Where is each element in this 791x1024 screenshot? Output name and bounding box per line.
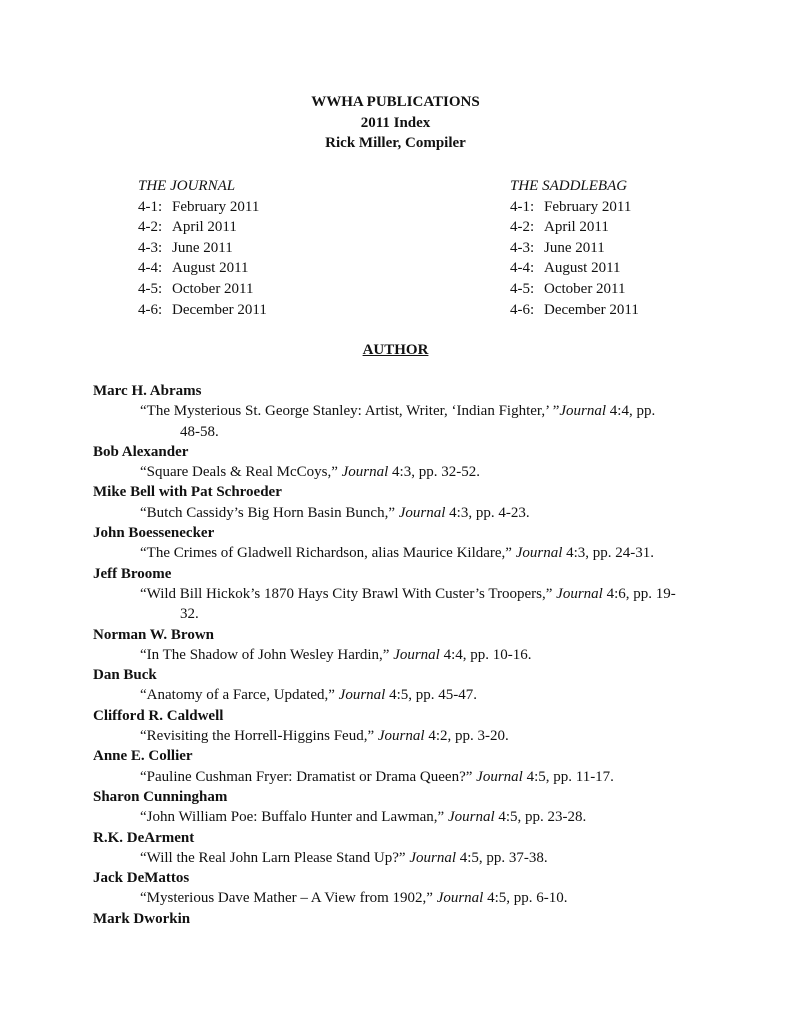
citation-continuation: 32.	[180, 606, 199, 623]
issue-date: December 2011	[544, 301, 639, 318]
index-entry	[93, 381, 703, 442]
volume-pages: 4:3, pp. 4-23.	[445, 504, 530, 521]
issue-code: 4-4:	[138, 260, 163, 277]
volume-pages: 4:3, pp. 24-31.	[562, 545, 655, 562]
article-title: “Anatomy of a Farce, Updated,”	[140, 687, 339, 704]
issue-date: August 2011	[544, 260, 621, 277]
journal-name: Journal	[398, 504, 446, 521]
author-name: Mark Dworkin	[93, 910, 191, 927]
author-name: Marc H. Abrams	[93, 383, 202, 399]
journal-name: Journal	[476, 768, 523, 785]
saddlebag-issues-column	[510, 176, 639, 320]
saddlebag-issue-row	[510, 197, 639, 218]
issue-code: 4-1:	[138, 198, 163, 215]
saddlebag-column-title: THE SADDLEBAG	[510, 178, 628, 194]
volume-pages: 4:4, pp.	[606, 403, 656, 420]
article-citation	[140, 503, 703, 523]
journal-name: Journal	[515, 545, 563, 562]
issue-date: December 2011	[172, 301, 267, 318]
journal-issue-row	[138, 279, 267, 300]
volume-pages: 4:5, pp. 23-28.	[494, 809, 587, 826]
journal-issue-row	[138, 258, 267, 279]
journal-issues-column	[138, 176, 267, 320]
article-citation	[140, 685, 703, 705]
article-title: “Mysterious Dave Mather – A View from 1902,”	[140, 890, 437, 907]
issue-date: October 2011	[172, 280, 254, 297]
article-title: “John William Poe: Buffalo Hunter and Lawman,”	[140, 809, 448, 826]
index-entry	[93, 746, 703, 787]
article-citation	[140, 401, 703, 442]
volume-pages: 4:5, pp. 37-38.	[456, 849, 548, 866]
journal-name: Journal	[377, 728, 425, 745]
journal-issue-row	[138, 217, 267, 238]
article-title: “Revisiting the Horrell-Higgins Feud,”	[140, 728, 378, 745]
journal-name: Journal	[393, 646, 440, 663]
issue-code: 4-2:	[510, 219, 535, 236]
volume-pages: 4:6, pp. 19-	[602, 585, 676, 602]
author-name: R.K. DeArment	[93, 829, 195, 846]
author-name: Mike Bell with Pat Schroeder	[93, 484, 282, 501]
author-name: Anne E. Collier	[93, 748, 193, 765]
issue-date: April 2011	[172, 219, 237, 236]
journal-name: Journal	[436, 890, 484, 907]
article-citation	[140, 645, 703, 665]
saddlebag-issue-row	[510, 300, 639, 321]
saddlebag-issue-row	[510, 258, 639, 279]
saddlebag-issue-row	[510, 217, 639, 238]
issue-code: 4-3:	[138, 239, 163, 256]
publication-title: WWHA PUBLICATIONS	[311, 94, 480, 110]
index-entry	[93, 564, 703, 625]
issue-code: 4-2:	[138, 219, 163, 236]
article-title: “The Crimes of Gladwell Richardson, alias Maurice Kildare,”	[140, 545, 516, 562]
index-entry	[93, 868, 703, 909]
issue-code: 4-6:	[138, 301, 163, 318]
issue-date: February 2011	[172, 198, 260, 215]
journal-name: Journal	[338, 687, 386, 704]
article-citation	[140, 726, 703, 746]
author-name: Jack DeMattos	[93, 870, 190, 887]
author-name: Bob Alexander	[93, 443, 189, 460]
citation-continuation: 48-58.	[180, 423, 219, 440]
author-name: Clifford R. Caldwell	[93, 707, 224, 724]
issue-date: October 2011	[544, 280, 626, 297]
volume-pages: 4:5, pp. 6-10.	[483, 890, 568, 907]
article-title: “Pauline Cushman Fryer: Dramatist or Drama Queen?”	[140, 768, 477, 785]
issue-code: 4-6:	[510, 301, 535, 318]
issue-code: 4-4:	[510, 260, 535, 277]
journal-name: Journal	[447, 809, 495, 826]
volume-pages: 4:5, pp. 11-17.	[522, 768, 614, 785]
index-entry	[93, 665, 703, 706]
issue-code: 4-1:	[510, 198, 535, 215]
index-entry	[93, 828, 703, 869]
journal-issue-row	[138, 238, 267, 259]
author-section-heading: AUTHOR	[362, 342, 429, 358]
volume-pages: 4:4, pp. 10-16.	[439, 646, 532, 663]
journal-issue-row	[138, 300, 267, 321]
article-citation	[140, 807, 703, 827]
article-title: “The Mysterious St. George Stanley: Artist, Writer, ‘Indian Fighter,’ ”	[140, 403, 560, 420]
author-name: Norman W. Brown	[93, 626, 214, 643]
article-citation	[140, 462, 703, 482]
journal-name: Journal	[559, 403, 607, 420]
compiler-line: Rick Miller, Compiler	[325, 135, 466, 151]
volume-pages: 4:3, pp. 32-52.	[388, 464, 480, 481]
volume-pages: 4:5, pp. 45-47.	[385, 687, 478, 704]
index-entry	[93, 706, 703, 747]
article-citation	[140, 584, 703, 625]
journal-issue-row	[138, 197, 267, 218]
article-citation	[140, 848, 703, 868]
issue-code: 4-5:	[138, 280, 163, 297]
journal-name: Journal	[409, 849, 456, 866]
issue-code: 4-5:	[510, 280, 535, 297]
volume-pages: 4:2, pp. 3-20.	[424, 728, 509, 745]
saddlebag-issue-row	[510, 279, 639, 300]
issue-date: June 2011	[544, 239, 605, 256]
issue-date: February 2011	[544, 198, 632, 215]
issue-date: April 2011	[544, 219, 609, 236]
index-year: 2011 Index	[360, 114, 431, 131]
author-name: Jeff Broome	[93, 565, 172, 582]
article-citation	[140, 767, 703, 787]
author-name: John Boessenecker	[93, 525, 215, 542]
journal-column-title: THE JOURNAL	[138, 178, 236, 194]
document-header	[0, 92, 791, 154]
article-title: “Butch Cassidy’s Big Horn Basin Bunch,”	[140, 504, 399, 521]
article-title: “Will the Real John Larn Please Stand Up?”	[140, 849, 410, 866]
index-entry	[93, 787, 703, 828]
author-name: Dan Buck	[93, 667, 157, 684]
article-title: “Square Deals & Real McCoys,”	[140, 464, 342, 481]
article-title: “Wild Bill Hickok’s 1870 Hays City Brawl With Custer’s Troopers,”	[140, 585, 557, 602]
author-index-list	[93, 381, 703, 929]
index-entry	[93, 523, 703, 564]
journal-name: Journal	[341, 464, 389, 481]
saddlebag-issue-row	[510, 238, 639, 259]
article-citation	[140, 888, 703, 908]
issue-date: August 2011	[172, 260, 249, 277]
index-entry	[93, 625, 703, 666]
index-entry	[93, 442, 703, 483]
issue-date: June 2011	[172, 239, 233, 256]
issue-code: 4-3:	[510, 239, 535, 256]
journal-name: Journal	[556, 585, 603, 602]
index-entry	[93, 482, 703, 523]
index-entry	[93, 909, 703, 929]
article-title: “In The Shadow of John Wesley Hardin,”	[140, 646, 394, 663]
article-citation	[140, 543, 703, 563]
author-name: Sharon Cunningham	[93, 788, 228, 805]
